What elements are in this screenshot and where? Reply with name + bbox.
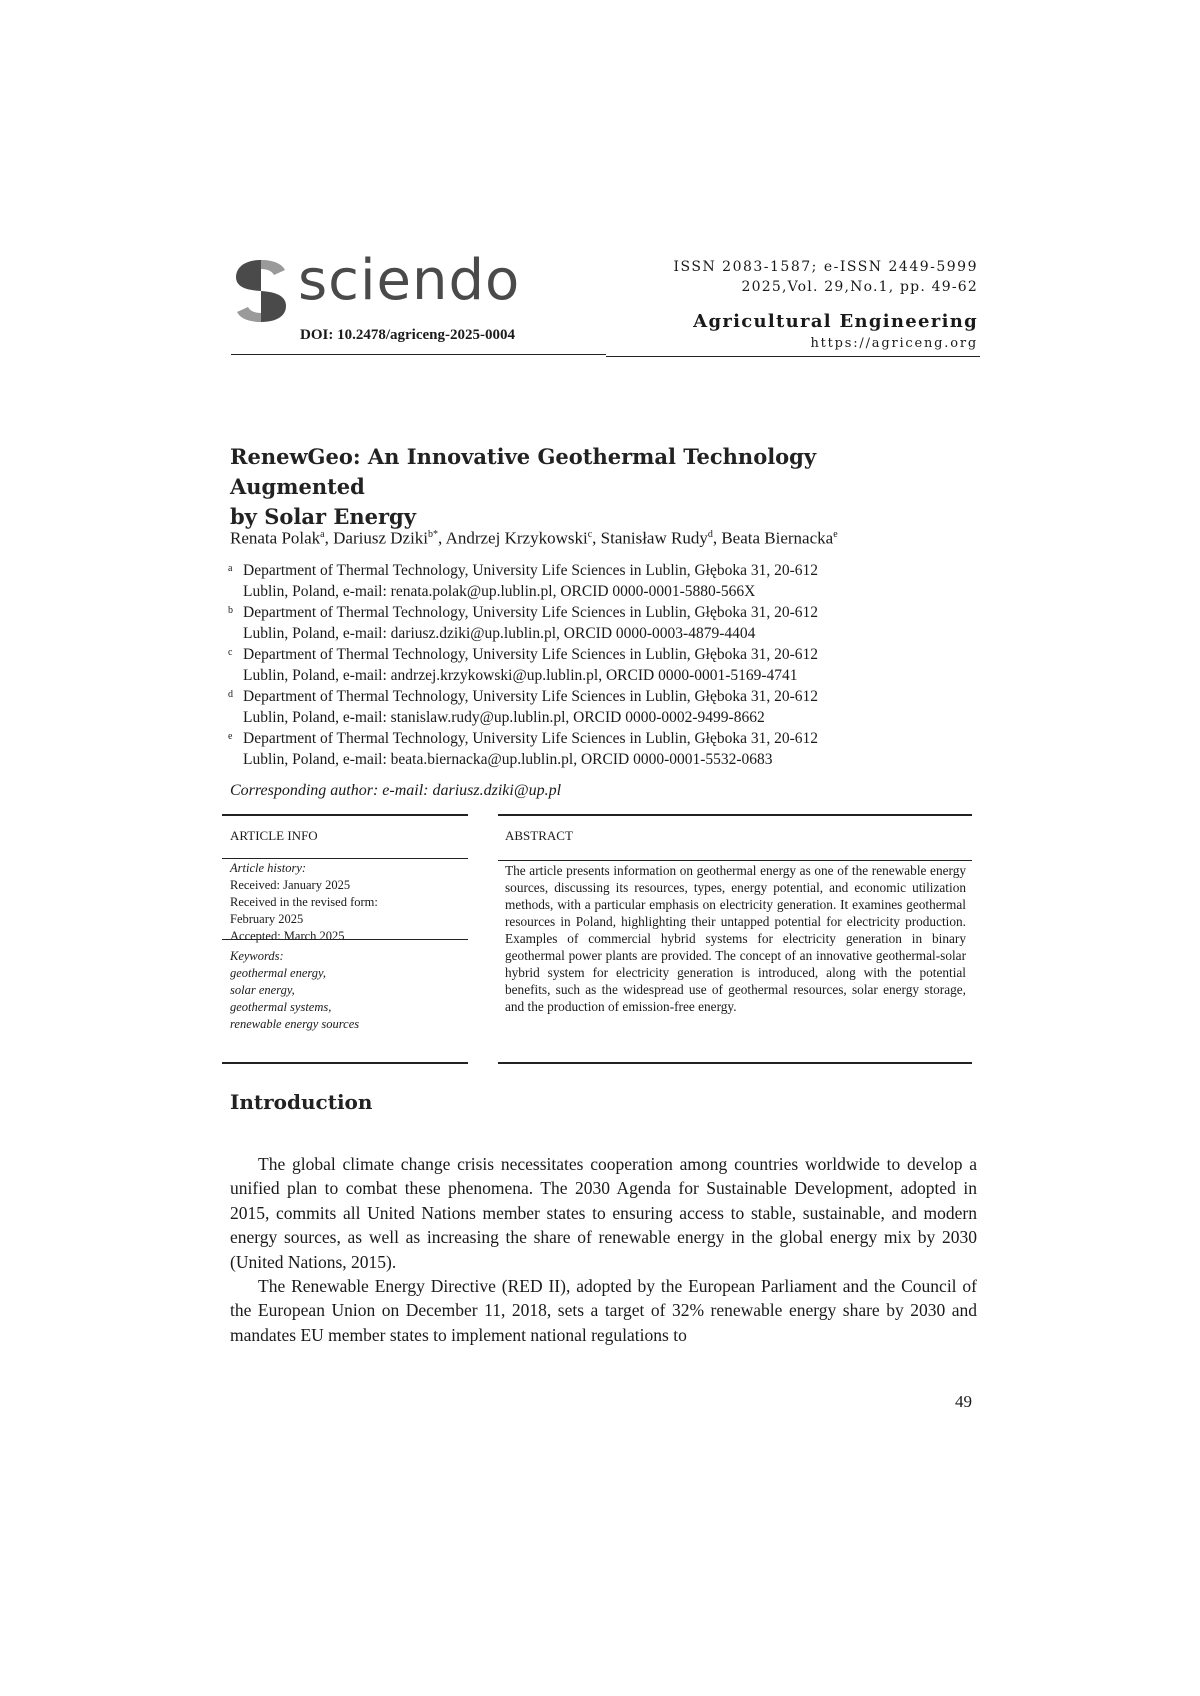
corresponding-author: Corresponding author: e-mail: dariusz.dziki@up.pl <box>230 782 562 799</box>
affiliation-line: Lublin, Poland, e-mail: stanislaw.rudy@up.lublin.pl, ORCID 0000-0002-9499-8662 <box>243 709 765 726</box>
doi[interactable]: DOI: 10.2478/agriceng-2025-0004 <box>300 327 515 343</box>
journal-info <box>674 257 979 353</box>
table-rule <box>498 860 972 861</box>
affiliation-mark: a <box>228 563 233 574</box>
affiliation-line: Lublin, Poland, e-mail: dariusz.dziki@up.lublin.pl, ORCID 0000-0003-4879-4404 <box>243 625 756 642</box>
author-mark: a <box>320 529 325 540</box>
affiliation-line: Lublin, Poland, e-mail: andrzej.krzykowski@up.lublin.pl, ORCID 0000-0001-5169-4741 <box>243 667 798 684</box>
affiliation-mark: e <box>228 731 233 742</box>
header-divider <box>606 356 980 357</box>
affiliation-line: Department of Thermal Technology, University Life Sciences in Lublin, Głęboka 31, 20-612 <box>243 730 818 747</box>
author-mark: d <box>707 529 713 540</box>
author-mark: b* <box>428 529 439 540</box>
history-entry: Received in the revised form: <box>230 895 378 909</box>
page-number: 49 <box>955 1392 972 1411</box>
history-entry: February 2025 <box>230 912 304 926</box>
affiliation-line: Department of Thermal Technology, University Life Sciences in Lublin, Głęboka 31, 20-612 <box>243 646 818 663</box>
journal-name: Agricultural Engineering <box>693 311 978 332</box>
affiliation-line: Department of Thermal Technology, University Life Sciences in Lublin, Głęboka 31, 20-612 <box>243 604 818 621</box>
author-mark: e <box>833 529 838 540</box>
keyword: solar energy, <box>230 983 295 997</box>
publisher-logo-text: sciendo <box>298 248 521 313</box>
author-list: Renata Polak$^a$, Dariusz Dziki$^{b*}$, Andrzej Krzykowski$^c$, Stanisław Rudy$^d$, Beata Biernacka$^e$ <box>230 528 838 548</box>
volume-info: 2025,Vol. 29,No.1, pp. 49-62 <box>741 279 978 295</box>
affiliation <box>228 728 988 770</box>
affiliation-list <box>228 560 988 770</box>
affiliation-mark: d <box>228 689 233 700</box>
history-label: Article history: <box>230 861 307 875</box>
header-divider <box>231 354 606 355</box>
affiliation-mark: c <box>228 647 233 658</box>
history-entry: Accepted: March 2025 <box>230 929 345 943</box>
affiliation-line: Lublin, Poland, e-mail: renata.polak@up.lublin.pl, ORCID 0000-0001-5880-566X <box>243 583 756 600</box>
affiliation-line: Lublin, Poland, e-mail: beata.biernacka@up.lublin.pl, ORCID 0000-0001-5532-0683 <box>243 751 773 768</box>
affiliation <box>228 602 988 644</box>
keyword: renewable energy sources <box>230 1017 360 1031</box>
affiliation-mark: b <box>228 605 233 616</box>
affiliation-line: Department of Thermal Technology, University Life Sciences in Lublin, Głęboka 31, 20-612 <box>243 688 818 705</box>
author-name: Stanisław Rudy <box>600 528 708 548</box>
table-rule <box>222 1062 468 1064</box>
table-rule <box>222 814 468 816</box>
author-name: Dariusz Dziki <box>333 528 429 548</box>
article-info-heading: ARTICLE INFO <box>230 828 318 843</box>
section-heading: Introduction <box>230 1090 373 1114</box>
affiliation <box>228 686 988 728</box>
table-rule <box>222 858 468 859</box>
affiliation <box>228 644 988 686</box>
paragraph: The global climate change crisis necessitates cooperation among countries worldwide to develop a unified plan to combat these phenomena. The 2030 Agenda for Sustainable Development, adopted in 2015, commits all United Nations member states to ensuring access to stable, sustainable, and modern energy sources, as well as increasing the share of renewable energy in the global energy mix by 2030 (United Nations, 2015). <box>230 1154 977 1272</box>
keyword: geothermal energy, <box>230 966 327 980</box>
abstract-text: The article presents information on geothermal energy as one of the renewable energy sources, discussing its resources, types, energy potential, and economic utilization methods, with a particular emphasis on electricity generation. It examines geothermal resources in Poland, highlighting their untapped potential for electricity production. Examples of commercial hybrid systems for electricity generation in binary geothermal power plants are provided. The concept of an innovative geothermal-solar hybrid system for electricity generation is introduced, along with the potential benefits, such as the widespread use of geothermal resources, solar energy storage, and the production of emission-free energy. <box>505 863 966 1014</box>
affiliation <box>228 560 988 602</box>
table-rule <box>222 939 468 940</box>
body-text <box>230 1152 977 1347</box>
abstract-heading: ABSTRACT <box>505 828 573 843</box>
affiliation-line: Department of Thermal Technology, University Life Sciences in Lublin, Głęboka 31, 20-612 <box>243 562 818 579</box>
sciendo-logo-icon <box>230 258 292 324</box>
keywords <box>230 948 470 1033</box>
author-mark: c <box>587 529 593 540</box>
table-rule <box>498 1062 972 1064</box>
journal-url[interactable]: https://agriceng.org <box>810 336 978 351</box>
history-entry: Received: January 2025 <box>230 878 351 892</box>
author-name: Renata Polak <box>230 528 321 548</box>
article-title <box>230 442 950 532</box>
paragraph: The Renewable Energy Directive (RED II), adopted by the European Parliament and the Council of the European Union on December 11, 2018, sets a target of 32% renewable energy share by 2030 and mandates EU member states to implement national regulations to <box>230 1276 977 1345</box>
author-name: Beata Biernacka <box>721 528 834 548</box>
table-rule <box>498 814 972 816</box>
author-name: Andrzej Krzykowski <box>445 528 588 548</box>
keyword: geothermal systems, <box>230 1000 332 1014</box>
article-history <box>230 860 470 945</box>
title-line: RenewGeo: An Innovative Geothermal Technology Augmented <box>230 444 817 499</box>
issn: ISSN 2083-1587; e-ISSN 2449-5999 <box>673 259 978 275</box>
title-line: by Solar Energy <box>230 504 416 529</box>
keywords-label: Keywords: <box>230 949 284 963</box>
